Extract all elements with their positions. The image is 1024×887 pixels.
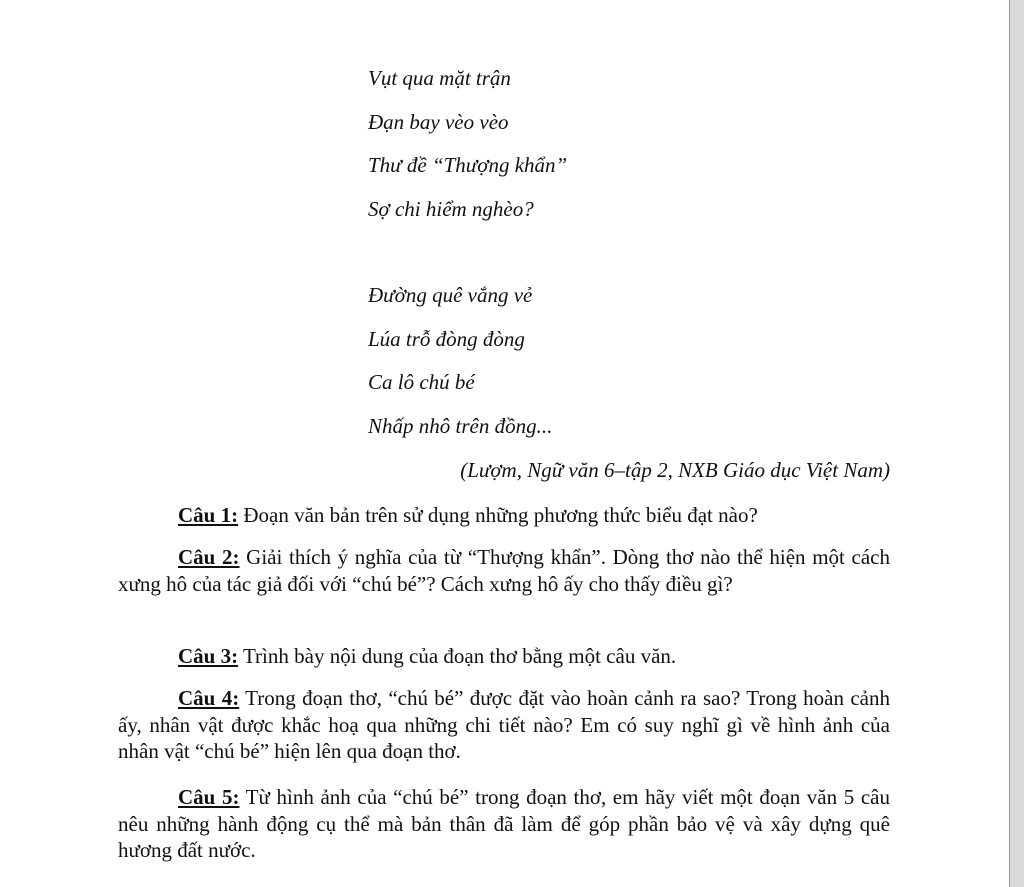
question-4 <box>118 685 890 765</box>
question-1 <box>118 502 890 529</box>
question-text: Đoạn văn bản trên sử dụng những phương thức biểu đạt nào? <box>238 503 758 527</box>
poem-line: Ca lô chú bé <box>368 370 475 394</box>
poem-line: Thư đề “Thượng khẩn” <box>368 153 568 177</box>
question-text: Trong đoạn thơ, “chú bé” được đặt vào hoàn cảnh ra sao? Trong hoàn cảnh ấy, nhân vật được khắc hoạ qua những chi tiết nào? Em có suy nghĩ gì về hình ảnh của nhân vật “chú bé” hiện lên qua đoạn thơ. <box>118 686 890 763</box>
poem-source-citation: (Lượm, Ngữ văn 6–tập 2, NXB Giáo dục Việt Nam) <box>460 458 890 482</box>
question-5 <box>118 784 890 864</box>
question-text: Trình bày nội dung của đoạn thơ bằng một câu văn. <box>238 644 677 668</box>
poem-line: Vụt qua mặt trận <box>368 66 511 90</box>
poem-line: Sợ chi hiểm nghèo? <box>368 196 534 221</box>
question-label: Câu 2: <box>178 545 240 569</box>
poem-line: Đạn bay vèo vèo <box>368 109 509 134</box>
poem-line: Đường quê vắng vẻ <box>368 283 533 307</box>
question-2 <box>118 544 890 597</box>
viewer-gutter <box>1009 0 1024 887</box>
poem-line: Nhấp nhô trên đồng... <box>368 413 553 438</box>
question-text: Giải thích ý nghĩa của từ “Thượng khẩn”. Dòng thơ nào thể hiện một cách xưng hô của tác giả đối với “chú bé”? Cách xưng hô ấy cho thấy điều gì? <box>118 545 890 596</box>
poem-excerpt <box>368 62 567 453</box>
stanza-gap <box>368 236 567 279</box>
question-text: Từ hình ảnh của “chú bé” trong đoạn thơ, em hãy viết một đoạn văn 5 câu nêu những hành động cụ thể mà bản thân đã làm để góp phần bảo vệ và xây dựng quê hương đất nước. <box>118 785 890 862</box>
question-label: Câu 3: <box>178 644 239 668</box>
question-label: Câu 5: <box>178 785 240 809</box>
question-3 <box>118 643 890 670</box>
question-label: Câu 4: <box>178 686 240 710</box>
poem-line: Lúa trỗ đòng đòng <box>368 326 525 351</box>
question-label: Câu 1: <box>178 503 239 527</box>
